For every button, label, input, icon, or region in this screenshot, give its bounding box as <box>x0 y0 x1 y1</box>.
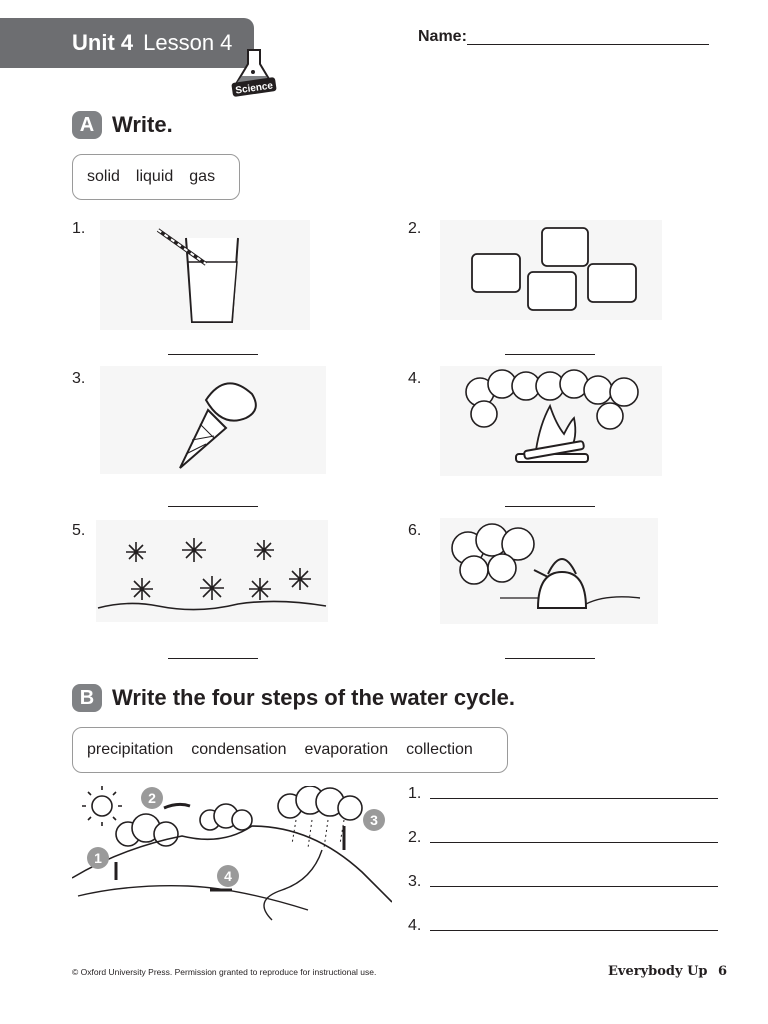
word-precipitation: precipitation <box>87 741 174 758</box>
step-2-answer-line[interactable] <box>430 842 718 843</box>
step-4-number: 4. <box>408 917 422 934</box>
item-2-answer-line[interactable] <box>505 354 595 355</box>
campfire-smoke-icon <box>440 366 662 476</box>
lesson-label: Lesson 4 <box>143 30 233 55</box>
diagram-step-4-label: 4 <box>224 868 232 884</box>
unit-lesson-tab <box>0 18 254 68</box>
section-b-letter: B <box>72 684 102 712</box>
diagram-step-2-label: 2 <box>148 790 156 806</box>
word-bank-a <box>72 154 240 200</box>
word-gas: gas <box>189 168 216 185</box>
word-bank-b <box>72 727 508 773</box>
item-4-number: 4. <box>408 370 422 387</box>
item-3-number: 3. <box>72 370 86 387</box>
section-b-title: Write the four steps of the water cycle. <box>112 685 516 710</box>
name-label: Name: <box>418 28 467 45</box>
copyright-notice: © Oxford University Press. Permission granted to reproduce for instructional use. <box>72 967 377 977</box>
step-2-number: 2. <box>408 829 422 846</box>
step-4-answer-line[interactable] <box>430 930 718 931</box>
word-solid: solid <box>87 168 120 185</box>
item-6-number: 6. <box>408 522 422 539</box>
ice-cream-cone-icon <box>100 366 326 474</box>
item-5-answer-line[interactable] <box>168 658 258 659</box>
item-1-answer-line[interactable] <box>168 354 258 355</box>
science-badge-text: Science <box>234 80 274 97</box>
item-3-answer-line[interactable] <box>168 506 258 507</box>
name-answer-line[interactable] <box>467 44 709 45</box>
kettle-steam-icon <box>440 518 658 624</box>
word-condensation: condensation <box>191 741 287 758</box>
sun-icon <box>82 786 122 826</box>
item-2-number: 2. <box>408 220 422 237</box>
word-evaporation: evaporation <box>304 741 389 758</box>
item-4-answer-line[interactable] <box>505 506 595 507</box>
ice-cubes-icon <box>440 220 662 320</box>
step-3-answer-line[interactable] <box>430 886 718 887</box>
word-collection: collection <box>406 741 473 758</box>
step-1-answer-line[interactable] <box>430 798 718 799</box>
item-5-number: 5. <box>72 522 86 539</box>
step-1-number: 1. <box>408 785 422 802</box>
water-cycle-diagram <box>72 786 392 936</box>
glass-of-water-icon <box>100 220 310 330</box>
item-6-answer-line[interactable] <box>505 658 595 659</box>
science-flask-icon <box>228 46 282 98</box>
word-liquid: liquid <box>135 168 174 185</box>
footer-brand <box>608 964 727 979</box>
unit-label: Unit 4 <box>72 30 134 55</box>
diagram-step-3-label: 3 <box>370 812 378 828</box>
section-a-letter: A <box>72 111 102 139</box>
snowflakes-icon <box>96 520 328 622</box>
step-3-number: 3. <box>408 873 422 890</box>
page-number: 6 <box>718 964 728 979</box>
brand-name: Everybody Up <box>608 964 708 979</box>
section-a-title: Write. <box>112 112 173 137</box>
item-1-number: 1. <box>72 220 86 237</box>
diagram-step-1-label: 1 <box>94 850 102 866</box>
